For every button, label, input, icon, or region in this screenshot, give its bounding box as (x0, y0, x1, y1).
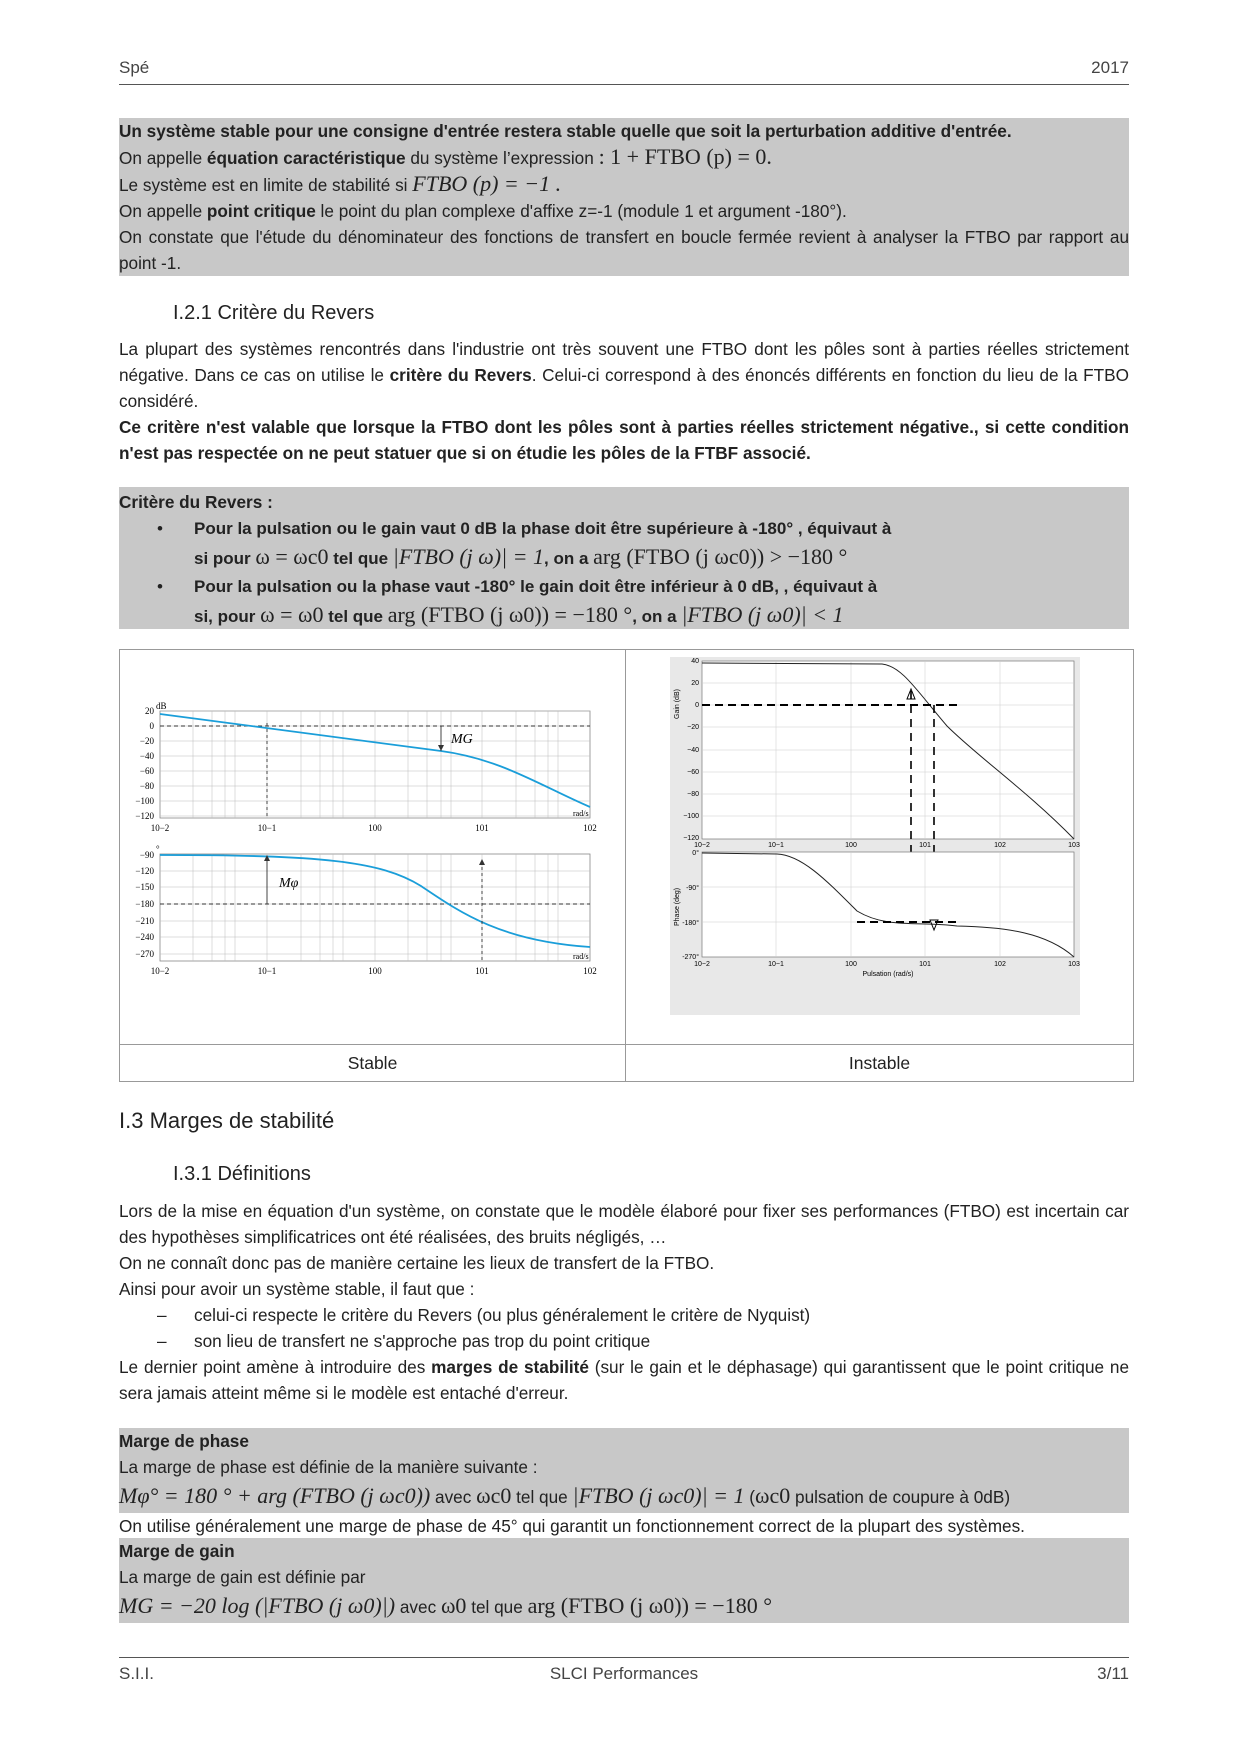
stable-phase-x-unit: rad/s (573, 952, 589, 961)
phase-margin-note: On utilise généralement une marge de phase de 45° qui garantit un fonctionnement correct de la plupart des systèmes. (119, 1516, 1025, 1536)
stable-caption: Stable (120, 1045, 626, 1082)
stable-phase-x-ticks (151, 966, 597, 976)
gain-tick: 0 (695, 702, 699, 709)
characteristic-equation: : 1 + FTBO (p) = 0. (598, 144, 772, 169)
phase-tick: -90° (686, 885, 699, 892)
phase-tick: -270° (682, 954, 699, 961)
stable-gain-tick: −60 (139, 766, 154, 776)
gain-tick: 20 (691, 680, 699, 687)
x-tick: 100 (845, 961, 857, 968)
gain-tick: −100 (683, 813, 699, 820)
phase-tick: −120 (135, 866, 154, 876)
stable-gain-tick: −100 (135, 796, 154, 806)
phase-tick: −150 (135, 882, 154, 892)
phase-margin-formula: Mφ° = 180 ° + arg (FTBO (j ωc0)) avec ωc0 tel que |FTBO (j ωc0)| = 1 (ωc0 pulsation de coupure à 0dB) (119, 1480, 1129, 1513)
stable-gain-tick: 0 (149, 721, 154, 731)
gain-tick: −40 (687, 747, 699, 754)
gain-tick: −80 (687, 791, 699, 798)
phase-tick: −210 (135, 916, 154, 926)
phase-tick: −270 (135, 949, 154, 959)
definitions-p3: Ainsi pour avoir un système stable, il faut que : (119, 1279, 475, 1299)
section-title-1-3-1: I.3.1 Définitions (173, 1163, 311, 1185)
stable-gain-x-ticks (151, 823, 597, 833)
x-tick: 103 (1068, 961, 1080, 968)
unstable-gain-axis: Gain (dB) (674, 689, 681, 719)
stable-phase-ticks (135, 850, 154, 959)
intro-line4: On appelle point critique le point du plan complexe d'affixe z=-1 (module 1 et argument -180°). (119, 201, 847, 221)
phase-margin-block (119, 1428, 1129, 1539)
intro-line3: Le système est en limite de stabilité si FTBO (p) = −1 . (119, 171, 562, 196)
bode-figure-table (119, 649, 1134, 1082)
stable-mg-label: MG (451, 732, 473, 747)
page-header (119, 58, 1129, 78)
x-tick: 10−1 (768, 842, 784, 849)
definitions-p1: Lors de la mise en équation d'un système, on constate que le modèle élaboré pour fixer ses performances (FTBO) est incertain car des hypothèses simplificatrices ont été réalisées, des bruits négligés, … (119, 1201, 1129, 1247)
x-tick: 10−2 (150, 966, 170, 976)
footer-left: S.I.I. (119, 1664, 154, 1683)
footer-center: SLCI Performances (549, 1664, 699, 1683)
intro-line1: Un système stable pour une consigne d'entrée restera stable quelle que soit la perturbation additive d'entrée. (119, 121, 1012, 141)
stable-bode-plot (121, 651, 624, 1043)
stable-gain-tick: −120 (135, 811, 154, 821)
stable-bode-cell (120, 650, 626, 1045)
gain-margin-block (119, 1538, 1129, 1623)
phase-margin-line1: La marge de phase est définie de la manière suivante : (119, 1454, 1129, 1480)
stability-limit-equation: FTBO (p) = −1 . (412, 171, 562, 196)
x-tick: 102 (994, 961, 1006, 968)
intro-line5: On constate que l'étude du dénominateur des fonctions de transfert en boucle fermée revient à analyser la FTBO par rapport au point -1. (119, 227, 1129, 273)
phase-margin-title: Marge de phase (119, 1431, 249, 1451)
stable-mphi-label: Mφ (279, 876, 299, 891)
intro-block (119, 118, 1129, 276)
x-tick: 10−1 (257, 823, 277, 833)
stable-gain-tick: −80 (139, 781, 154, 791)
definitions-p4: Le dernier point amène à introduire des marges de stabilité (sur le gain et le déphasage) qui garantissent que le point critique ne sera jamais atteint même si le modèle est entaché d'erreur. (119, 1357, 1129, 1403)
x-tick: 10−2 (694, 842, 710, 849)
x-tick: 10−1 (768, 961, 784, 968)
revers-paragraph: La plupart des systèmes rencontrés dans l'industrie ont très souvent une FTBO dont les pôles sont à parties réelles strictement négative. Dans ce cas on utilise le critère du Revers. Celui-ci correspond à des énoncés différents en fonction du lieu de la FTBO considéré. Ce critère n'est valable que lorsque la FTBO dont les pôles sont à parties réelles strictement négative., si cette condition n'est pas respectée on ne peut statuer que si on étudie les pôles de la FTBF associé. (119, 339, 1130, 463)
stable-gain-tick: −40 (139, 751, 154, 761)
header-left: Spé (119, 58, 150, 77)
unstable-x-axis: Pulsation (rad/s) (862, 971, 914, 978)
x-tick: 10−2 (150, 823, 170, 833)
stable-gain-plot (135, 701, 596, 833)
header-right: 2017 (1091, 58, 1129, 77)
gain-margin-title: Marge de gain (119, 1541, 235, 1561)
revers-criterion-box (119, 487, 1129, 629)
gain-margin-line1: La marge de gain est définie par (119, 1564, 1129, 1590)
conditions-list (119, 1302, 1129, 1354)
revers-condition-note: Ce critère n'est valable que lorsque la FTBO dont les pôles sont à parties réelles strictement négative., si cette condition n'est pas respectée on ne peut statuer que si on étudie les pôles de la FTBF associé. (119, 417, 1129, 463)
phase-tick: −180 (135, 899, 154, 909)
criterion-item-1: • Pour la pulsation ou le gain vaut 0 dB la phase doit être supérieure à -180° , équivaut à si pour ω = ωc0 tel que |FTBO (j ω)| = 1, on a arg (FTBO (j ωc0)) > −180 ° (119, 515, 1129, 573)
unstable-bode-plot (627, 651, 1132, 1043)
x-tick: 102 (583, 823, 597, 833)
x-tick: 102 (583, 966, 597, 976)
x-tick: 102 (994, 842, 1006, 849)
x-tick: 101 (919, 961, 931, 968)
gain-tick: −120 (683, 835, 699, 842)
intro-line2: On appelle équation caractéristique du système l’expression : 1 + FTBO (p) = 0. (119, 144, 772, 169)
stable-gain-tick: −20 (139, 736, 154, 746)
stable-phase-unit: ° (156, 844, 160, 854)
x-tick: 10−1 (257, 966, 277, 976)
page-footer (119, 1664, 1129, 1684)
definitions-p2: On ne connaît donc pas de manière certaine les lieux de transfert de la FTBO. (119, 1253, 715, 1273)
x-tick: 101 (475, 823, 489, 833)
footer-rule (119, 1657, 1129, 1658)
x-tick: 100 (368, 823, 382, 833)
list-item: – celui-ci respecte le critère du Revers (ou plus généralement le critère de Nyquist) (119, 1302, 1129, 1328)
gain-margin-formula: MG = −20 log (|FTBO (j ω0)|) avec ω0 tel que arg (FTBO (j ω0)) = −180 ° (119, 1590, 1129, 1623)
phase-tick: −90 (139, 850, 154, 860)
criterion-item-2: • Pour la pulsation ou la phase vaut -180° le gain doit être inférieur à 0 dB, , équivaut à si, pour ω = ω0 tel que arg (FTBO (j ω0)) = −180 °, on a |FTBO (j ω0)| < 1 (119, 573, 1129, 631)
stable-gain-ticks (135, 706, 154, 821)
criterion-list (119, 515, 1129, 631)
x-tick: 100 (845, 842, 857, 849)
phase-tick: 0° (692, 850, 699, 857)
stable-gain-tick: 20 (145, 706, 154, 716)
criterion-title: Critère du Revers : (119, 492, 273, 512)
unstable-phase-axis: Phase (deg) (674, 887, 681, 926)
stable-gain-x-unit: rad/s (573, 809, 589, 818)
header-rule (119, 84, 1129, 85)
gain-tick: 40 (691, 658, 699, 665)
x-tick: 103 (1068, 842, 1080, 849)
stable-phase-plot (135, 844, 596, 976)
x-tick: 100 (368, 966, 382, 976)
footer-right: 3/11 (1097, 1664, 1129, 1683)
stable-gain-unit: dB (156, 701, 167, 711)
x-tick: 101 (919, 842, 931, 849)
x-tick: 10−2 (694, 961, 710, 968)
list-item: – son lieu de transfert ne s'approche pas trop du point critique (119, 1328, 1129, 1354)
definitions-block (119, 1198, 1129, 1406)
gain-tick: −60 (687, 769, 699, 776)
unstable-caption: Instable (626, 1045, 1134, 1082)
section-title-1-2-1: I.2.1 Critère du Revers (173, 302, 375, 324)
phase-tick: −240 (135, 932, 154, 942)
x-tick: 101 (475, 966, 489, 976)
section-title-1-3: I.3 Marges de stabilité (119, 1108, 335, 1133)
gain-tick: −20 (687, 724, 699, 731)
unstable-bode-cell (626, 650, 1134, 1045)
phase-tick: -180° (682, 920, 699, 927)
